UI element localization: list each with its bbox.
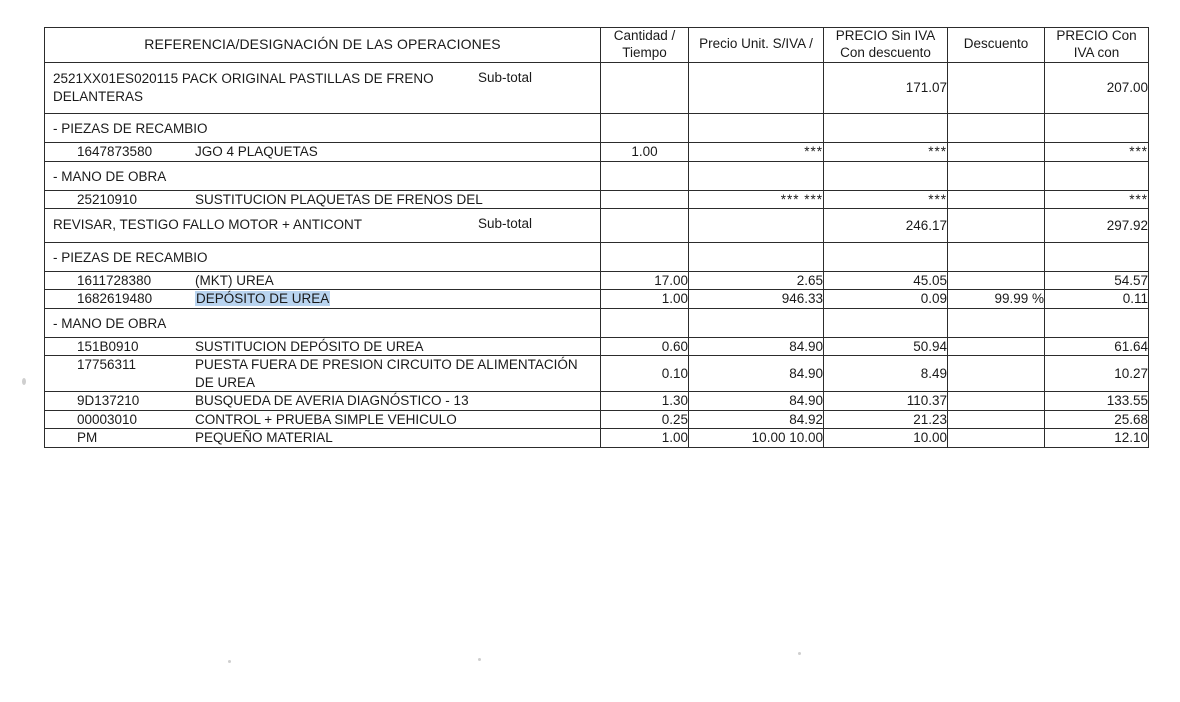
- row-price-no-vat: 21.23: [824, 410, 948, 429]
- column-header-price-vat-line1: PRECIO Con: [1056, 28, 1137, 43]
- row-price-no-vat: [824, 114, 948, 143]
- row-item-code: 151B0910: [77, 338, 139, 354]
- row-discount: [948, 337, 1045, 356]
- row-quantity: [601, 161, 689, 190]
- row-quantity: [601, 62, 689, 113]
- row-price-no-vat: 171.07: [824, 62, 948, 113]
- row-discount: [948, 242, 1045, 271]
- table-header: [45, 28, 1149, 63]
- row-discount: [948, 308, 1045, 337]
- table-row: [45, 410, 1149, 429]
- table-row: [45, 337, 1149, 356]
- row-subtotal-label: Sub-total: [477, 69, 532, 85]
- row-price-no-vat: [824, 242, 948, 271]
- table-row: [45, 161, 1149, 190]
- row-item-name: BUSQUEDA DE AVERIA DIAGNÓSTICO - 13: [195, 393, 469, 409]
- row-price-no-vat: ***: [824, 143, 948, 162]
- column-header-unit-price: Precio Unit. S/IVA /: [689, 28, 824, 63]
- row-quantity: 1.30: [601, 392, 689, 411]
- row-price-vat: 297.92: [1045, 209, 1149, 242]
- row-item-name: CONTROL + PRUEBA SIMPLE VEHICULO: [195, 411, 457, 427]
- row-group-label: - MANO DE OBRA: [45, 308, 601, 337]
- row-price-no-vat: 50.94: [824, 337, 948, 356]
- row-price-no-vat: 10.00: [824, 429, 948, 448]
- row-quantity: 1.00: [601, 143, 689, 162]
- row-item-name-highlighted: [195, 290, 600, 308]
- row-price-vat: [1045, 114, 1149, 143]
- row-unit-price: [689, 62, 824, 113]
- column-header-discount: Descuento: [948, 28, 1045, 63]
- row-price-no-vat: [824, 161, 948, 190]
- row-group-label: - MANO DE OBRA: [45, 161, 601, 190]
- row-quantity: 0.25: [601, 410, 689, 429]
- row-quantity: [601, 190, 689, 209]
- row-price-no-vat: ***: [824, 190, 948, 209]
- row-unit-price: 84.90: [689, 337, 824, 356]
- row-item-name: JGO 4 PLAQUETAS: [195, 144, 318, 160]
- column-header-price-vat: [1045, 28, 1149, 63]
- row-unit-price: 2.65: [689, 271, 824, 290]
- row-quantity: 1.00: [601, 290, 689, 309]
- column-header-quantity-line2: Tiempo: [622, 44, 667, 60]
- row-item-name: SUSTITUCION PLAQUETAS DE FRENOS DEL: [195, 191, 483, 207]
- row-price-no-vat: 45.05: [824, 271, 948, 290]
- row-item-code: 1611728380: [77, 272, 152, 288]
- header-row: [45, 28, 1149, 63]
- row-item-name: SUSTITUCION DEPÓSITO DE UREA: [195, 338, 424, 354]
- row-item-name: (MKT) UREA: [195, 272, 274, 288]
- scan-artifact: [22, 378, 26, 385]
- row-price-vat: 10.27: [1045, 356, 1149, 392]
- table-row: [45, 356, 1149, 392]
- row-unit-price: [689, 114, 824, 143]
- row-description: [45, 392, 601, 411]
- column-header-price-no-vat-line2: Con descuento: [840, 44, 931, 60]
- row-quantity: [601, 308, 689, 337]
- row-description: [45, 290, 601, 309]
- row-unit-price: *** ***: [689, 190, 824, 209]
- row-discount: [948, 410, 1045, 429]
- row-discount: [948, 143, 1045, 162]
- column-header-description: REFERENCIA/DESIGNACIÓN DE LAS OPERACIONES: [45, 28, 601, 63]
- column-header-price-no-vat: [824, 28, 948, 63]
- row-description-text: 2521XX01ES020115 PACK ORIGINAL PASTILLAS DE FRENO DELANTERAS: [53, 70, 434, 104]
- row-description: [45, 209, 601, 242]
- row-quantity: 17.00: [601, 271, 689, 290]
- row-price-vat: 61.64: [1045, 337, 1149, 356]
- row-unit-price: [689, 161, 824, 190]
- table-row: [45, 308, 1149, 337]
- row-discount: 99.99 %: [948, 290, 1045, 309]
- table-row: [45, 429, 1149, 448]
- table-row: [45, 392, 1149, 411]
- table-row: [45, 271, 1149, 290]
- row-description: [45, 337, 601, 356]
- row-item-code: 9D137210: [77, 393, 140, 409]
- table-row: [45, 290, 1149, 309]
- column-header-quantity-line1: Cantidad /: [613, 28, 676, 43]
- table-row: [45, 209, 1149, 242]
- row-discount: [948, 114, 1045, 143]
- row-unit-price: 10.00 10.00: [689, 429, 824, 448]
- scan-artifact: [228, 660, 231, 663]
- column-header-price-no-vat-line1: PRECIO Sin IVA: [835, 28, 936, 43]
- row-unit-price: 84.90: [689, 356, 824, 392]
- row-item-name: PUESTA FUERA DE PRESION CIRCUITO DE ALIMENTACIÓN DE UREA: [195, 357, 578, 390]
- row-price-vat: 12.10: [1045, 429, 1149, 448]
- row-item-code: 00003010: [77, 411, 138, 427]
- highlighted-text: DEPÓSITO DE UREA: [196, 291, 330, 307]
- row-price-vat: 133.55: [1045, 392, 1149, 411]
- row-group-label: - PIEZAS DE RECAMBIO: [45, 242, 601, 271]
- row-discount: [948, 392, 1045, 411]
- table-row: [45, 143, 1149, 162]
- row-price-vat: [1045, 161, 1149, 190]
- table-row: [45, 190, 1149, 209]
- invoice-document: [44, 27, 1148, 448]
- row-price-vat: 54.57: [1045, 271, 1149, 290]
- column-header-quantity: [601, 28, 689, 63]
- row-discount: [948, 356, 1045, 392]
- row-price-vat: ***: [1045, 190, 1149, 209]
- row-quantity: [601, 209, 689, 242]
- row-group-label: - PIEZAS DE RECAMBIO: [45, 114, 601, 143]
- row-price-vat: 0.11: [1045, 290, 1149, 309]
- row-description: [45, 356, 601, 392]
- row-quantity: 0.60: [601, 337, 689, 356]
- row-quantity: [601, 242, 689, 271]
- row-price-no-vat: 0.09: [824, 290, 948, 309]
- table-row: [45, 242, 1149, 271]
- row-item-name: PEQUEÑO MATERIAL: [195, 430, 333, 446]
- row-price-vat: 207.00: [1045, 62, 1149, 113]
- row-description-text: REVISAR, TESTIGO FALLO MOTOR + ANTICONT: [53, 217, 362, 233]
- row-price-no-vat: 246.17: [824, 209, 948, 242]
- row-item-code: 17756311: [77, 357, 137, 373]
- row-description: [45, 271, 601, 290]
- row-price-vat: ***: [1045, 143, 1149, 162]
- row-discount: [948, 271, 1045, 290]
- column-header-price-vat-line2: IVA con: [1073, 44, 1120, 60]
- table-row: [45, 62, 1149, 113]
- row-item-code: 25210910: [77, 191, 138, 207]
- operations-table: [44, 27, 1149, 448]
- row-subtotal-label: Sub-total: [477, 216, 532, 232]
- row-discount: [948, 161, 1045, 190]
- row-unit-price: [689, 209, 824, 242]
- table-body: [45, 62, 1149, 447]
- row-unit-price: ***: [689, 143, 824, 162]
- row-price-no-vat: 110.37: [824, 392, 948, 411]
- row-description: [45, 410, 601, 429]
- row-discount: [948, 190, 1045, 209]
- row-unit-price: 84.92: [689, 410, 824, 429]
- row-price-vat: [1045, 308, 1149, 337]
- row-quantity: 0.10: [601, 356, 689, 392]
- row-quantity: [601, 114, 689, 143]
- row-quantity: 1.00: [601, 429, 689, 448]
- row-unit-price: [689, 242, 824, 271]
- row-description: [45, 143, 601, 162]
- row-price-vat: 25.68: [1045, 410, 1149, 429]
- row-description: [45, 190, 601, 209]
- row-item-code: 1647873580: [77, 144, 153, 160]
- row-description: [45, 62, 601, 113]
- row-item-code: PM: [77, 430, 98, 446]
- row-discount: [948, 429, 1045, 448]
- row-unit-price: 946.33: [689, 290, 824, 309]
- row-unit-price: 84.90: [689, 392, 824, 411]
- scan-artifact: [478, 658, 481, 661]
- scan-artifact: [798, 652, 801, 655]
- row-price-vat: [1045, 242, 1149, 271]
- row-item-code: 1682619480: [77, 291, 153, 307]
- row-price-no-vat: [824, 308, 948, 337]
- row-unit-price: [689, 308, 824, 337]
- row-price-no-vat: 8.49: [824, 356, 948, 392]
- row-discount: [948, 62, 1045, 113]
- row-discount: [948, 209, 1045, 242]
- row-description: [45, 429, 601, 448]
- table-row: [45, 114, 1149, 143]
